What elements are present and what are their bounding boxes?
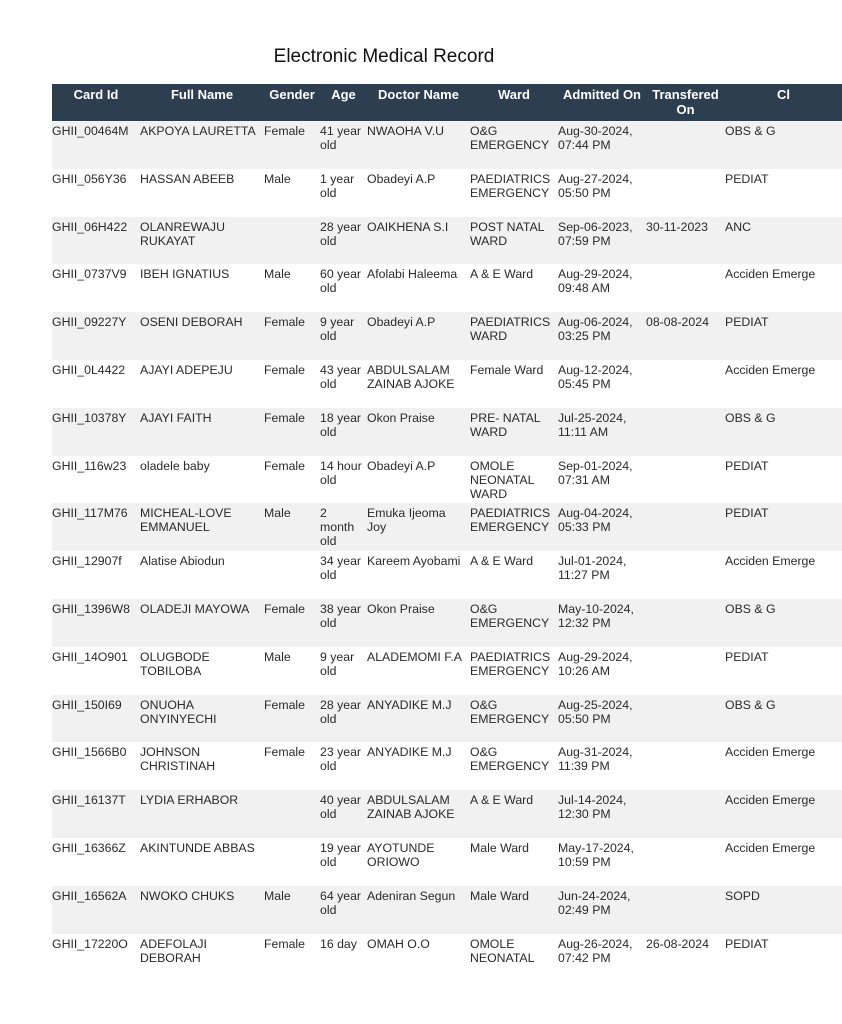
cell-clinic: Acciden Emerge xyxy=(725,551,842,599)
cell-admitted-on: Aug-29-2024, 09:48 AM xyxy=(558,264,646,312)
cell-doctor-name: Obadeyi A.P xyxy=(367,169,470,217)
cell-admitted-on: Aug-12-2024, 05:45 PM xyxy=(558,360,646,408)
cell-doctor-name: AYOTUNDE ORIOWO xyxy=(367,838,470,886)
cell-age: 28 year old xyxy=(320,695,367,743)
table-row xyxy=(52,312,842,360)
cell-doctor-name: OAIKHENA S.I xyxy=(367,217,470,265)
cell-age: 40 year old xyxy=(320,790,367,838)
table-row xyxy=(52,456,842,504)
cell-doctor-name: ANYADIKE M.J xyxy=(367,742,470,790)
cell-transfered-on xyxy=(646,886,725,934)
cell-ward: O&G EMERGENCY xyxy=(470,695,558,743)
cell-ward: A & E Ward xyxy=(470,551,558,599)
cell-gender: Male xyxy=(264,264,320,312)
table-row xyxy=(52,934,842,982)
cell-admitted-on: Aug-06-2024, 03:25 PM xyxy=(558,312,646,360)
cell-transfered-on xyxy=(646,838,725,886)
cell-card-id: GHII_17220O xyxy=(52,934,140,982)
cell-ward: OMOLE NEONATAL xyxy=(470,934,558,982)
cell-card-id: GHII_14O901 xyxy=(52,647,140,695)
cell-transfered-on xyxy=(646,169,725,217)
cell-ward: OMOLE NEONATAL WARD xyxy=(470,456,558,504)
cell-age: 60 year old xyxy=(320,264,367,312)
cell-clinic: PEDIAT xyxy=(725,934,842,982)
cell-age: 43 year old xyxy=(320,360,367,408)
cell-transfered-on xyxy=(646,599,725,647)
cell-clinic: Acciden Emerge xyxy=(725,360,842,408)
cell-full-name: MICHEAL-LOVE EMMANUEL xyxy=(140,503,264,551)
cell-card-id: GHII_10378Y xyxy=(52,408,140,456)
cell-gender xyxy=(264,217,320,265)
cell-card-id: GHII_1396W8 xyxy=(52,599,140,647)
cell-transfered-on xyxy=(646,647,725,695)
cell-ward: PRE- NATAL WARD xyxy=(470,408,558,456)
cell-full-name: oladele baby xyxy=(140,456,264,504)
column-header-admitted-on: Admitted On xyxy=(558,84,646,121)
records-table-container xyxy=(52,84,816,981)
cell-card-id: GHII_117M76 xyxy=(52,503,140,551)
cell-clinic: Acciden Emerge xyxy=(725,790,842,838)
cell-clinic: Acciden Emerge xyxy=(725,838,842,886)
cell-ward: A & E Ward xyxy=(470,264,558,312)
cell-gender: Female xyxy=(264,599,320,647)
cell-transfered-on xyxy=(646,408,725,456)
cell-card-id: GHII_09227Y xyxy=(52,312,140,360)
cell-card-id: GHII_150I69 xyxy=(52,695,140,743)
cell-full-name: OLANREWAJU RUKAYAT xyxy=(140,217,264,265)
cell-transfered-on xyxy=(646,264,725,312)
table-row xyxy=(52,695,842,743)
table-row xyxy=(52,886,842,934)
column-header-full-name: Full Name xyxy=(140,84,264,121)
cell-clinic: OBS & G xyxy=(725,695,842,743)
table-row xyxy=(52,264,842,312)
cell-gender: Female xyxy=(264,360,320,408)
cell-full-name: AKINTUNDE ABBAS xyxy=(140,838,264,886)
cell-transfered-on xyxy=(646,695,725,743)
cell-admitted-on: Aug-29-2024, 10:26 AM xyxy=(558,647,646,695)
table-body xyxy=(52,121,842,981)
cell-doctor-name: NWAOHA V.U xyxy=(367,121,470,169)
cell-clinic: PEDIAT xyxy=(725,312,842,360)
column-header-transfered-on: Transfered On xyxy=(646,84,725,121)
cell-admitted-on: Aug-26-2024, 07:42 PM xyxy=(558,934,646,982)
cell-admitted-on: Aug-30-2024, 07:44 PM xyxy=(558,121,646,169)
page-title: Electronic Medical Record xyxy=(273,46,495,67)
cell-admitted-on: Jun-24-2024, 02:49 PM xyxy=(558,886,646,934)
cell-clinic: Acciden Emerge xyxy=(725,742,842,790)
cell-transfered-on xyxy=(646,551,725,599)
cell-gender xyxy=(264,551,320,599)
cell-gender: Female xyxy=(264,121,320,169)
cell-gender: Male xyxy=(264,503,320,551)
cell-full-name: OLADEJI MAYOWA xyxy=(140,599,264,647)
cell-ward: A & E Ward xyxy=(470,790,558,838)
cell-full-name: LYDIA ERHABOR xyxy=(140,790,264,838)
cell-doctor-name: Obadeyi A.P xyxy=(367,312,470,360)
cell-clinic: PEDIAT xyxy=(725,169,842,217)
cell-doctor-name: OMAH O.O xyxy=(367,934,470,982)
cell-age: 9 year old xyxy=(320,647,367,695)
table-row xyxy=(52,742,842,790)
cell-full-name: AJAYI ADEPEJU xyxy=(140,360,264,408)
cell-age: 23 year old xyxy=(320,742,367,790)
cell-card-id: GHII_06H422 xyxy=(52,217,140,265)
cell-age: 28 year old xyxy=(320,217,367,265)
table-row xyxy=(52,503,842,551)
cell-clinic: Acciden Emerge xyxy=(725,264,842,312)
table-row xyxy=(52,838,842,886)
cell-gender: Female xyxy=(264,408,320,456)
cell-gender xyxy=(264,838,320,886)
cell-clinic: PEDIAT xyxy=(725,456,842,504)
cell-ward: PAEDIATRICS EMERGENCY xyxy=(470,169,558,217)
cell-gender: Male xyxy=(264,886,320,934)
cell-transfered-on xyxy=(646,360,725,408)
table-row xyxy=(52,551,842,599)
cell-age: 18 year old xyxy=(320,408,367,456)
cell-card-id: GHII_16366Z xyxy=(52,838,140,886)
cell-doctor-name: Okon Praise xyxy=(367,599,470,647)
table-row xyxy=(52,408,842,456)
column-header-clinic: Cl xyxy=(725,84,842,121)
cell-card-id: GHII_0L4422 xyxy=(52,360,140,408)
cell-transfered-on: 30-11-2023 xyxy=(646,217,725,265)
cell-clinic: OBS & G xyxy=(725,408,842,456)
cell-ward: O&G EMERGENCY xyxy=(470,742,558,790)
cell-doctor-name: ANYADIKE M.J xyxy=(367,695,470,743)
cell-ward: POST NATAL WARD xyxy=(470,217,558,265)
table-row xyxy=(52,647,842,695)
cell-age: 64 year old xyxy=(320,886,367,934)
cell-transfered-on: 26-08-2024 xyxy=(646,934,725,982)
cell-card-id: GHII_12907f xyxy=(52,551,140,599)
cell-admitted-on: Aug-04-2024, 05:33 PM xyxy=(558,503,646,551)
cell-transfered-on xyxy=(646,456,725,504)
cell-transfered-on xyxy=(646,742,725,790)
cell-transfered-on xyxy=(646,121,725,169)
cell-full-name: Alatise Abiodun xyxy=(140,551,264,599)
cell-transfered-on: 08-08-2024 xyxy=(646,312,725,360)
cell-full-name: NWOKO CHUKS xyxy=(140,886,264,934)
cell-admitted-on: Jul-14-2024, 12:30 PM xyxy=(558,790,646,838)
cell-card-id: GHII_00464M xyxy=(52,121,140,169)
table-row xyxy=(52,217,842,265)
cell-card-id: GHII_1566B0 xyxy=(52,742,140,790)
cell-clinic: PEDIAT xyxy=(725,647,842,695)
cell-ward: O&G EMERGENCY xyxy=(470,121,558,169)
cell-age: 9 year old xyxy=(320,312,367,360)
cell-doctor-name: Okon Praise xyxy=(367,408,470,456)
cell-admitted-on: Aug-27-2024, 05:50 PM xyxy=(558,169,646,217)
cell-card-id: GHII_16137T xyxy=(52,790,140,838)
cell-doctor-name: Emuka Ijeoma Joy xyxy=(367,503,470,551)
cell-card-id: GHII_16562A xyxy=(52,886,140,934)
cell-age: 14 hour old xyxy=(320,456,367,504)
cell-gender: Male xyxy=(264,169,320,217)
cell-age: 16 day xyxy=(320,934,367,982)
cell-doctor-name: ABDULSALAM ZAINAB AJOKE xyxy=(367,360,470,408)
cell-full-name: HASSAN ABEEB xyxy=(140,169,264,217)
cell-transfered-on xyxy=(646,790,725,838)
cell-doctor-name: ABDULSALAM ZAINAB AJOKE xyxy=(367,790,470,838)
table-row xyxy=(52,169,842,217)
cell-gender: Female xyxy=(264,456,320,504)
cell-card-id: GHII_116w23 xyxy=(52,456,140,504)
cell-admitted-on: Aug-25-2024, 05:50 PM xyxy=(558,695,646,743)
cell-admitted-on: Sep-01-2024, 07:31 AM xyxy=(558,456,646,504)
cell-card-id: GHII_0737V9 xyxy=(52,264,140,312)
cell-admitted-on: May-17-2024, 10:59 PM xyxy=(558,838,646,886)
cell-ward: PAEDIATRICS EMERGENCY xyxy=(470,647,558,695)
cell-admitted-on: Sep-06-2023, 07:59 PM xyxy=(558,217,646,265)
cell-clinic: OBS & G xyxy=(725,121,842,169)
cell-age: 38 year old xyxy=(320,599,367,647)
cell-clinic: PEDIAT xyxy=(725,503,842,551)
cell-clinic: SOPD xyxy=(725,886,842,934)
cell-clinic: OBS & G xyxy=(725,599,842,647)
cell-gender: Female xyxy=(264,312,320,360)
cell-full-name: OLUGBODE TOBILOBA xyxy=(140,647,264,695)
cell-full-name: ONUOHA ONYINYECHI xyxy=(140,695,264,743)
column-header-card-id: Card Id xyxy=(52,84,140,121)
cell-age: 2 month old xyxy=(320,503,367,551)
cell-full-name: AKPOYA LAURETTA xyxy=(140,121,264,169)
cell-doctor-name: Afolabi Haleema xyxy=(367,264,470,312)
cell-ward: Male Ward xyxy=(470,886,558,934)
cell-full-name: IBEH IGNATIUS xyxy=(140,264,264,312)
column-header-doctor-name: Doctor Name xyxy=(367,84,470,121)
table-row xyxy=(52,121,842,169)
cell-ward: O&G EMERGENCY xyxy=(470,599,558,647)
column-header-ward: Ward xyxy=(470,84,558,121)
cell-gender: Female xyxy=(264,934,320,982)
cell-clinic: ANC xyxy=(725,217,842,265)
cell-gender xyxy=(264,790,320,838)
cell-ward: Female Ward xyxy=(470,360,558,408)
cell-age: 19 year old xyxy=(320,838,367,886)
cell-admitted-on: Jul-01-2024, 11:27 PM xyxy=(558,551,646,599)
cell-age: 41 year old xyxy=(320,121,367,169)
cell-ward: Male Ward xyxy=(470,838,558,886)
cell-full-name: JOHNSON CHRISTINAH xyxy=(140,742,264,790)
cell-full-name: ADEFOLAJI DEBORAH xyxy=(140,934,264,982)
cell-admitted-on: Aug-31-2024, 11:39 PM xyxy=(558,742,646,790)
table-header-row xyxy=(52,84,842,121)
column-header-gender: Gender xyxy=(264,84,320,121)
table-row xyxy=(52,790,842,838)
cell-doctor-name: Kareem Ayobami xyxy=(367,551,470,599)
cell-doctor-name: Obadeyi A.P xyxy=(367,456,470,504)
cell-gender: Male xyxy=(264,647,320,695)
cell-admitted-on: May-10-2024, 12:32 PM xyxy=(558,599,646,647)
table-row xyxy=(52,360,842,408)
cell-gender: Female xyxy=(264,695,320,743)
cell-gender: Female xyxy=(264,742,320,790)
cell-full-name: AJAYI FAITH xyxy=(140,408,264,456)
cell-card-id: GHII_056Y36 xyxy=(52,169,140,217)
cell-transfered-on xyxy=(646,503,725,551)
cell-full-name: OSENI DEBORAH xyxy=(140,312,264,360)
cell-ward: PAEDIATRICS EMERGENCY xyxy=(470,503,558,551)
column-header-age: Age xyxy=(320,84,367,121)
cell-age: 34 year old xyxy=(320,551,367,599)
cell-ward: PAEDIATRICS WARD xyxy=(470,312,558,360)
cell-admitted-on: Jul-25-2024, 11:11 AM xyxy=(558,408,646,456)
cell-doctor-name: ALADEMOMI F.A xyxy=(367,647,470,695)
records-table xyxy=(52,84,842,981)
cell-age: 1 year old xyxy=(320,169,367,217)
table-row xyxy=(52,599,842,647)
cell-doctor-name: Adeniran Segun xyxy=(367,886,470,934)
